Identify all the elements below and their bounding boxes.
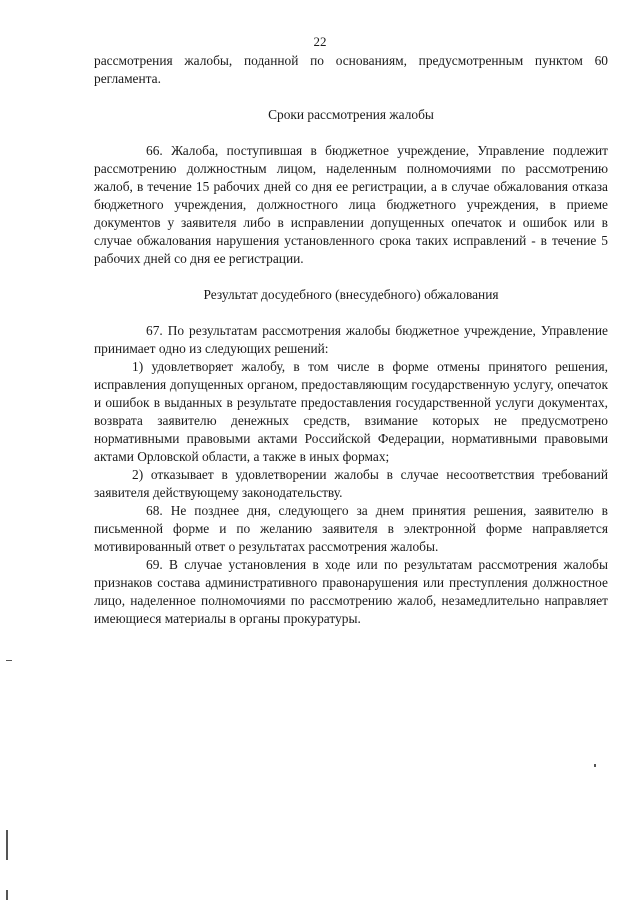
scan-mark bbox=[594, 764, 596, 767]
section-heading-review-terms: Сроки рассмотрения жалобы bbox=[268, 107, 434, 122]
paragraph-68: 68. Не позднее дня, следующего за днем принятия решения, заявителю в письменной форме и по желанию заявителя в электронной форме направляется мотивированный ответ о результатах рассмотрения жалобы. bbox=[94, 503, 608, 554]
paragraph-66: 66. Жалоба, поступившая в бюджетное учреждение, Управление подлежит рассмотрению должностным лицом, наделенным полномочиями по рассмотрению жалоб, в течение 15 рабочих дней со дня ее регистрации, а в случае обжалования отказа бюджетного учреждения, должностного лица бюджетного учреждения, в приеме документов у заявителя либо в исправлении допущенных опечаток и ошибок или в случае обжалования нарушения установленного срока таких исправлений - в течение 5 рабочих дней со дня ее регистрации. bbox=[94, 143, 608, 266]
paragraph-67-item-2: 2) отказывает в удовлетворении жалобы в случае несоответствия требований заявителя действующему законодательству. bbox=[94, 467, 608, 500]
scan-mark bbox=[6, 890, 8, 900]
paragraph-67: 67. По результатам рассмотрения жалобы бюджетное учреждение, Управление принимает одно из следующих решений: bbox=[94, 323, 608, 356]
scan-mark bbox=[6, 830, 8, 860]
page-number: 22 bbox=[313, 34, 327, 49]
section-heading-appeal-result: Результат досудебного (внесудебного) обжалования bbox=[203, 287, 499, 302]
paragraph-67-item-1: 1) удовлетворяет жалобу, в том числе в форме отмены принятого решения, исправления допущенных органом, предоставляющим государственную услугу, опечаток и ошибок в выданных в результате предоставления государственной услуги документах, возврата заявителю денежных средств, взимание которых не предусмотрено нормативными правовыми актами Российской Федерации, нормативными правовыми актами Орловской области, а также в иных формах; bbox=[94, 359, 608, 464]
paragraph-69: 69. В случае установления в ходе или по результатам рассмотрения жалобы признаков состава административного правонарушения или преступления должностное лицо, наделенное полномочиями по рассмотрению жалоб, незамедлительно направляет имеющиеся материалы в органы прокуратуры. bbox=[94, 557, 608, 626]
intro-paragraph: рассмотрения жалобы, поданной по основаниям, предусмотренным пунктом 60 регламента. bbox=[94, 53, 608, 86]
document-body bbox=[94, 52, 608, 628]
scan-mark bbox=[6, 660, 12, 661]
